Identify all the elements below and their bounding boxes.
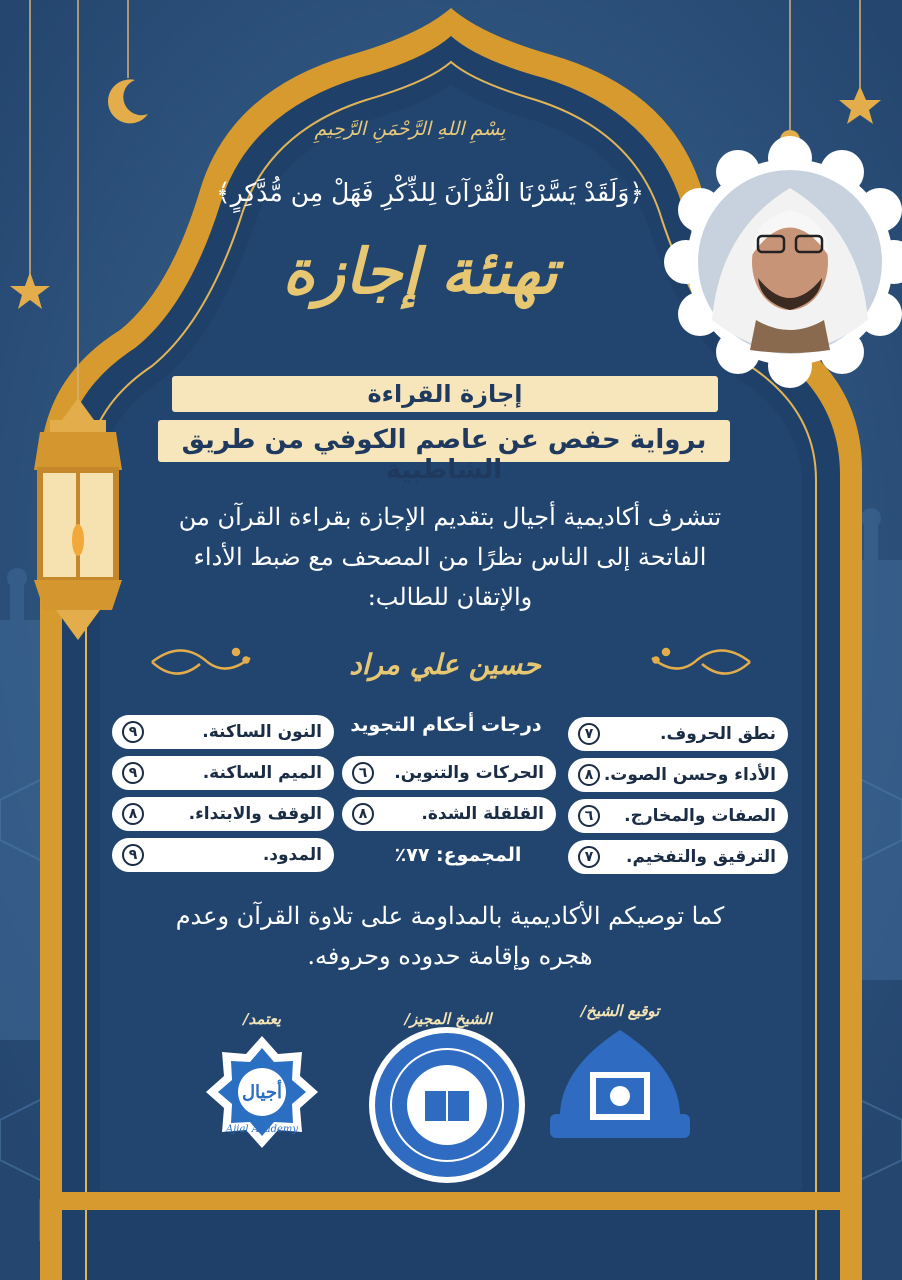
grade-score-badge: ٨: [352, 803, 374, 825]
grade-label: نطق الحروف.: [660, 724, 776, 744]
grade-label: الأداء وحسن الصوت.: [603, 765, 776, 785]
ayah-text: ﴿وَلَقَدْ يَسَّرْنَا الْقُرْآنَ لِلذِّكْرِ فَهَلْ مِن مُّدَّكِرٍ﴾: [215, 178, 645, 207]
grade-pill: [568, 758, 788, 792]
grade-score-badge: ٨: [578, 764, 600, 786]
grade-score-badge: ٨: [122, 803, 144, 825]
grade-pill: [568, 840, 788, 874]
grade-score-badge: ٦: [578, 805, 600, 827]
grade-label: الترقيق والتفخيم.: [626, 847, 776, 867]
grade-score-badge: ٩: [122, 721, 144, 743]
grades-total: المجموع: ٧٧٪: [394, 844, 522, 866]
grade-pill: [112, 756, 334, 790]
svg-text:أجيال: أجيال: [241, 1082, 283, 1103]
grade-label: المدود.: [262, 845, 322, 865]
grade-label: الحركات والتنوين.: [394, 763, 544, 783]
grade-label: النون الساكنة.: [202, 722, 322, 742]
riwaya-label: برواية حفص عن عاصم الكوفي من طريق الشاطبية: [181, 425, 707, 485]
grade-pill: [342, 756, 556, 790]
grade-score-badge: ٧: [578, 723, 600, 745]
academy-logo-text: Ajial Academy: [225, 1124, 299, 1135]
signature-label-center: الشيخ المجيز/: [404, 1010, 492, 1028]
grade-pill: [568, 717, 788, 751]
intro-paragraph: تتشرف أكاديمية أجيال بتقديم الإجازة بقراءة القرآن من الفاتحة إلى الناس نظرًا من المصحف مع ضبط الأداء والإتقان للطالب:: [178, 503, 722, 611]
stamp-seal-center: [369, 1027, 525, 1183]
grade-score-badge: ٧: [578, 846, 600, 868]
student-name: حسين علي مراد: [349, 648, 541, 681]
lantern-icon: [34, 398, 122, 640]
grade-label: القلقلة الشدة.: [421, 804, 544, 824]
grade-label: الصفات والمخارج.: [624, 806, 776, 826]
grades-heading: درجات أحكام التجويد: [350, 714, 542, 736]
signature-label-left: يعتمد/: [243, 1010, 281, 1028]
page-title: تهنئة إجازة: [282, 235, 558, 308]
grade-label: الوقف والابتداء.: [188, 804, 322, 824]
grade-label: الميم الساكنة.: [202, 763, 322, 783]
grade-score-badge: ٩: [122, 844, 144, 866]
ijaza-type-label: إجازة القراءة: [367, 380, 523, 408]
grade-score-badge: ٩: [122, 762, 144, 784]
basmala-text: بِسْمِ اللهِ الرَّحْمَنِ الرَّحِيمِ: [314, 118, 506, 140]
grade-pill: [112, 715, 334, 749]
bottom-frame-bar: [40, 1192, 862, 1210]
signature-label-right: توقيع الشيخ/: [580, 1002, 660, 1020]
grade-score-badge: ٦: [352, 762, 374, 784]
grade-pill: [112, 797, 334, 831]
grade-pill: [112, 838, 334, 872]
grade-pill: [568, 799, 788, 833]
closing-advice: كما توصيكم الأكاديمية بالمداومة على تلاوة القرآن وعدم هجره وإقامة حدوده وحروفه.: [175, 902, 725, 970]
grade-pill: [342, 797, 556, 831]
